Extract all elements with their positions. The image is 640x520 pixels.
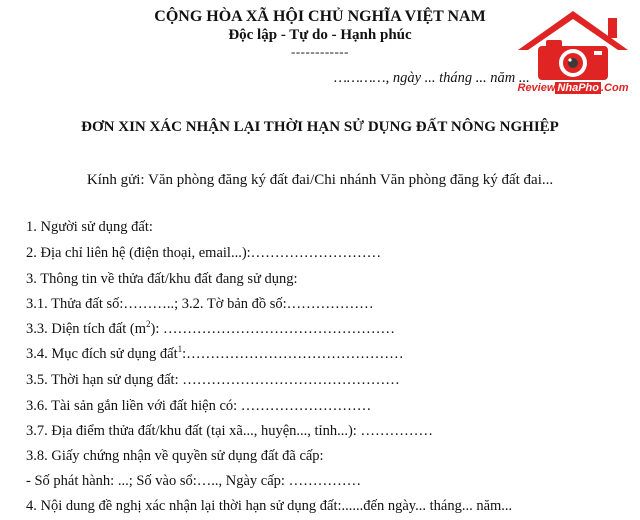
form-item-certificate: - Số phát hành: ...; Số vào sổ:….., Ngày cấp: ……………	[26, 473, 362, 489]
national-title: CỘNG HÒA XÃ HỘI CHỦ NGHĨA VIỆT NAM	[154, 8, 486, 25]
form-item-3-3: 3.3. Diện tích đất $(m^2)$: …………………………………………	[26, 319, 395, 337]
dateline: …………, ngày ... tháng ... năm ...	[334, 70, 530, 86]
recipient-line: Kính gửi: Văn phòng đăng ký đất đai/Chi nhánh Văn phòng đăng ký đất đai...	[86, 172, 554, 188]
form-item-3-4: 3.4. Mục đích sử dụng đất$^1$:………………………………………	[26, 344, 404, 362]
form-item-3-7: 3.7. Địa điểm thửa đất/khu đất (tại xã..., huyện..., tỉnh...): ……………	[26, 423, 433, 439]
form-item-3-5: 3.5. Thời hạn sử dụng đất: ………………………………………	[26, 372, 400, 388]
document-title: ĐƠN XIN XÁC NHẬN LẠI THỜI HẠN SỬ DỤNG ĐẤT NÔNG NGHIỆP	[81, 119, 559, 135]
logo-text: Review NhaPho .Com	[517, 82, 629, 94]
form-item-2: 2. Địa chỉ liên hệ (điện thoại, email...):………………………	[26, 245, 382, 261]
form-item-1: 1. Người sử dụng đất:	[26, 219, 153, 235]
header-divider: ------------	[291, 44, 349, 59]
form-item-3-8: 3.8. Giấy chứng nhận về quyền sử dụng đất đã cấp:	[26, 448, 324, 464]
form-item-4: 4. Nội dung đề nghị xác nhận lại thời hạn sử dụng đất:......đến ngày... tháng... năm...	[26, 498, 513, 514]
house-camera-icon	[510, 8, 636, 82]
form-item-3-1: 3.1. Thửa đất số:………..; 3.2. Tờ bản đồ số:………………	[26, 296, 374, 312]
form-item-3: 3. Thông tin về thửa đất/khu đất đang sử dụng:	[26, 271, 298, 287]
national-motto: Độc lập - Tự do - Hạnh phúc	[228, 27, 412, 43]
superscript: 2	[146, 319, 151, 330]
reviewnhapho-logo	[510, 8, 636, 98]
form-item-3-6: 3.6. Tài sản gắn liền với đất hiện có: ………………………	[26, 398, 372, 414]
footnote-mark: 1	[177, 344, 183, 355]
